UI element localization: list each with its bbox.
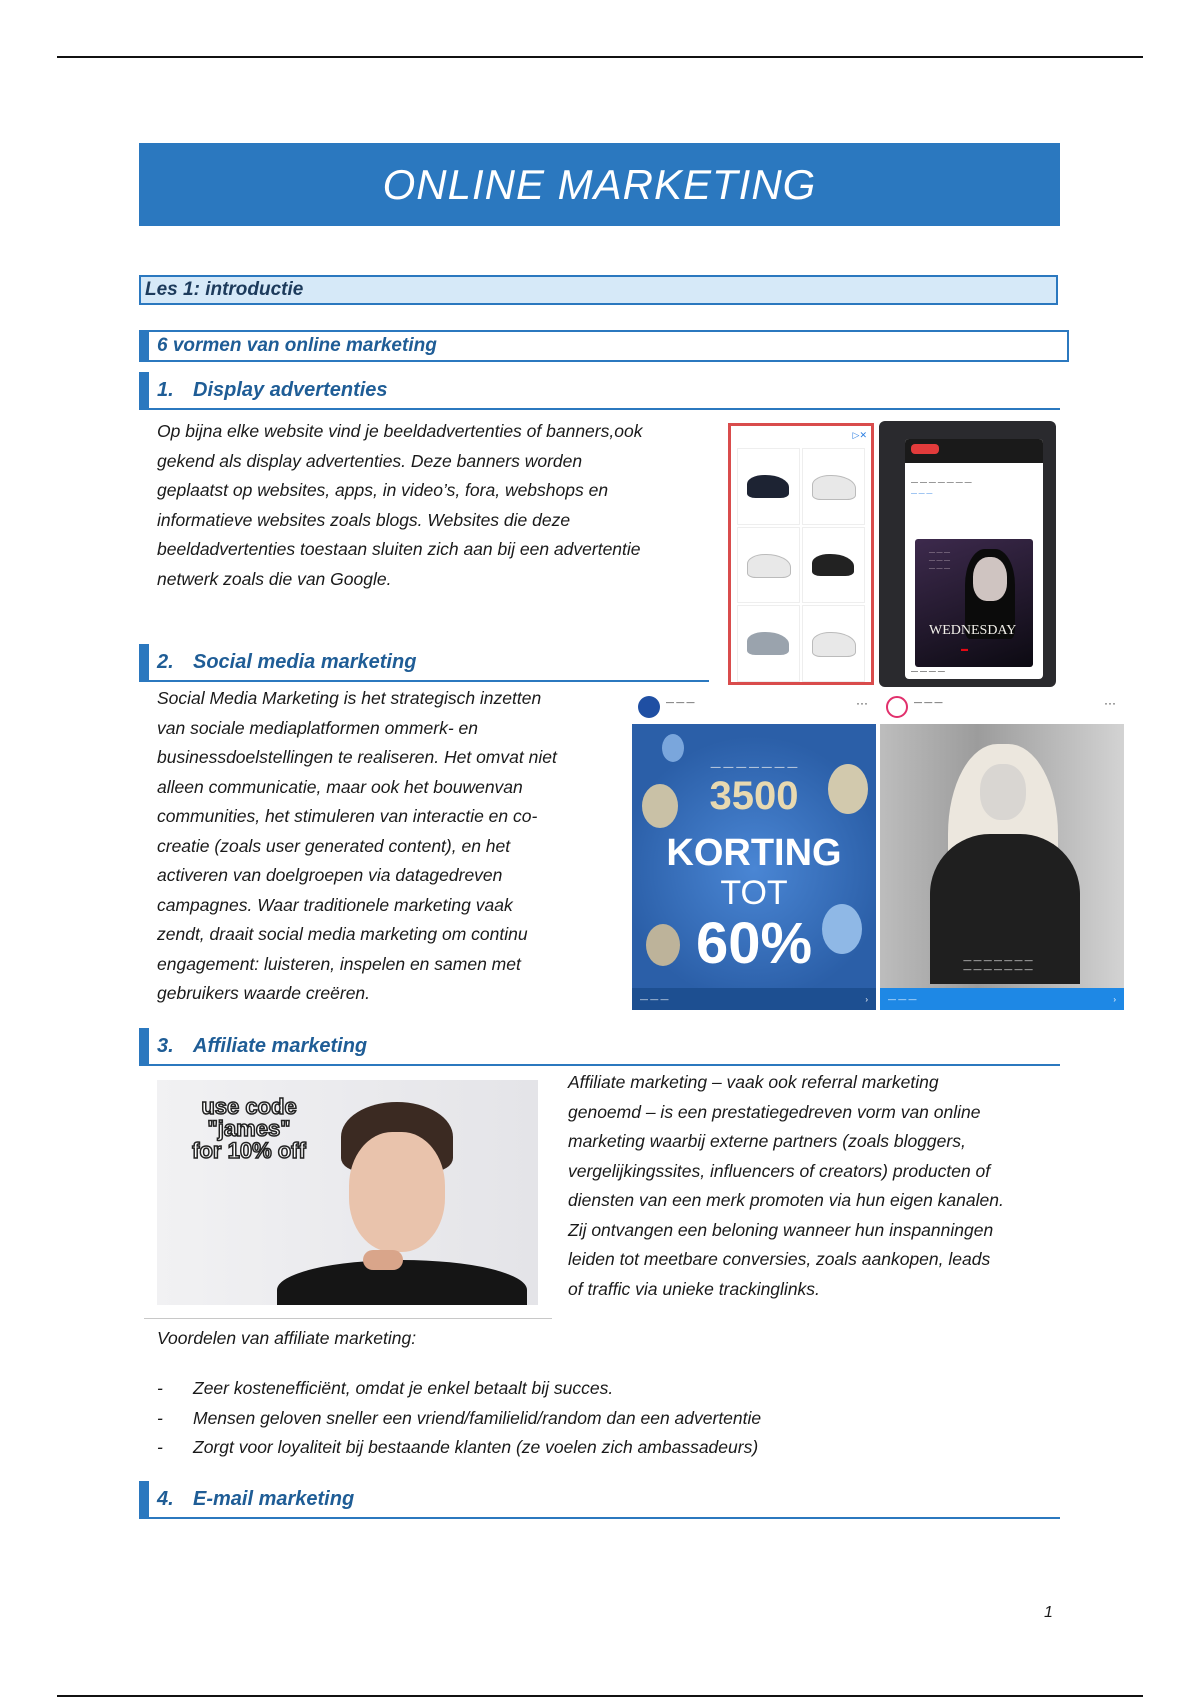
lesson-heading bbox=[139, 275, 1058, 305]
caption-line: for 10% off bbox=[192, 1138, 306, 1163]
heading-text: Display advertenties bbox=[193, 378, 388, 401]
heading-number: 2. bbox=[157, 650, 174, 673]
wednesday-poster: — — — — — — — — — WEDNESDAY ▬ bbox=[915, 539, 1033, 667]
section-heading bbox=[139, 330, 1069, 362]
text-line: engagement: luisteren, inspelen en samen met bbox=[157, 953, 521, 974]
list-item-text: Zeer kostenefficiënt, omdat je enkel betaalt bij succes. bbox=[193, 1378, 614, 1398]
heading-text: E-mail marketing bbox=[193, 1487, 355, 1510]
text-line: informatieve websites zoals blogs. Websites die deze bbox=[157, 509, 571, 530]
list-item-text: Zorgt voor loyaliteit bij bestaande klanten (ze voelen zich ambassadeurs) bbox=[193, 1437, 759, 1457]
text-line: creatie (zoals user generated content), en het bbox=[157, 835, 511, 856]
image-divider bbox=[144, 1318, 552, 1319]
bottom-rule bbox=[57, 1695, 1143, 1697]
caption-line: use code "james" bbox=[201, 1094, 297, 1141]
text-line: beeldadvertenties toestaan sluiten zich aan bij een advertentie bbox=[157, 539, 641, 559]
text-line: communities, het stimuleren van interactie en co- bbox=[157, 806, 538, 826]
text-line: gebruikers waarde creëren. bbox=[157, 983, 371, 1003]
text-line: businessdoelstellingen te realiseren. Het omvat niet bbox=[157, 747, 557, 767]
text-line: of traffic via unieke trackinglinks. bbox=[568, 1278, 820, 1299]
text-line: Zij ontvangen een beloning wanneer hun inspanningen bbox=[568, 1219, 994, 1240]
paragraph-affiliate bbox=[568, 1068, 1004, 1304]
paragraph-display bbox=[157, 417, 642, 594]
advantages-list bbox=[157, 1374, 761, 1463]
promo-line-1: KORTING bbox=[666, 832, 842, 874]
list-item: - Mensen geloven sneller een vriend/familielid/random dan een advertentie bbox=[157, 1407, 762, 1428]
list-item: - Zeer kostenefficiënt, omdat je enkel betaalt bij succes. bbox=[157, 1378, 614, 1398]
instagram-promo-post-image: — — — ··· — — — — — — — 3500 KORTING TOT 60% — — — › bbox=[632, 690, 876, 1010]
influencer-video-image bbox=[157, 1080, 538, 1305]
promo-number: 3500 bbox=[709, 774, 799, 818]
text-line: Social Media Marketing is het strategisch inzetten bbox=[157, 688, 542, 708]
text-line: leiden tot meetbare conversies, zoals aankopen, leads bbox=[568, 1249, 991, 1269]
instagram-fashion-post-image: — — — ··· — — — — — — — — — — — — — — — — — › bbox=[880, 690, 1124, 1010]
avatar bbox=[638, 696, 660, 718]
top-rule bbox=[57, 56, 1143, 58]
paragraph-social bbox=[157, 684, 557, 1009]
heading-number: 4. bbox=[157, 1487, 174, 1510]
heading-number: 3. bbox=[157, 1034, 174, 1057]
heading-text: Social media marketing bbox=[193, 650, 417, 673]
text-line: vergelijkingssites, influencers of creators) producten of bbox=[568, 1160, 991, 1181]
document-title-banner bbox=[139, 143, 1060, 226]
list-item-text: Mensen geloven sneller een vriend/familielid/random dan een advertentie bbox=[193, 1407, 762, 1428]
text-line: campagnes. Waar traditionele marketing vaak bbox=[157, 894, 513, 915]
promo-line-3: 60% bbox=[695, 911, 813, 976]
lesson-title: Les 1: introductie bbox=[145, 279, 304, 300]
heading-display-advertenties bbox=[139, 372, 1060, 410]
text-line: Affiliate marketing – vaak ook referral marketing bbox=[568, 1072, 939, 1092]
advantages-label: Voordelen van affiliate marketing: bbox=[157, 1328, 417, 1348]
document-title: ONLINE MARKETING bbox=[382, 160, 817, 208]
shoe-banner-ad-image bbox=[728, 423, 874, 685]
heading-social-media-marketing bbox=[139, 644, 709, 682]
video-caption bbox=[159, 1096, 339, 1162]
more-icon: ··· bbox=[856, 696, 868, 710]
chevron-right-icon: › bbox=[865, 994, 868, 1004]
text-line: netwerk zoals die van Google. bbox=[157, 568, 392, 589]
promo-line-2: TOT bbox=[720, 874, 788, 912]
avatar bbox=[886, 696, 908, 718]
text-line: geplaatst op websites, apps, in video’s, fora, webshops en bbox=[157, 480, 609, 500]
ad-choices-icon: ▷✕ bbox=[852, 430, 867, 440]
netflix-logo: ▬ bbox=[961, 646, 968, 653]
text-line: gekend als display advertenties. Deze banners worden bbox=[157, 450, 583, 471]
text-line: zendt, draait social media marketing om continu bbox=[157, 924, 528, 944]
heading-number: 1. bbox=[157, 378, 174, 401]
heading-affiliate-marketing bbox=[139, 1028, 1060, 1066]
section-title: 6 vormen van online marketing bbox=[157, 335, 437, 356]
phone-ad-screenshot-image: — — — — — — — — — — — — — — — — — — — WEDNESDAY ▬ — — — — bbox=[879, 421, 1056, 687]
text-line: genoemd – is een prestatiegedreven vorm van online bbox=[568, 1101, 981, 1122]
text-line: marketing waarbij externe partners (zoals bloggers, bbox=[568, 1131, 966, 1151]
list-item: - Zorgt voor loyaliteit bij bestaande klanten (ze voelen zich ambassadeurs) bbox=[157, 1437, 759, 1457]
page-number: 1 bbox=[1044, 1604, 1053, 1621]
more-icon: ··· bbox=[1104, 696, 1116, 710]
text-line: van sociale mediaplatformen ommerk- en bbox=[157, 717, 478, 738]
heading-text: Affiliate marketing bbox=[193, 1034, 368, 1057]
text-line: activeren van doelgroepen via datagedreven bbox=[157, 865, 503, 885]
text-line: diensten van een merk promoten via hun eigen kanalen. bbox=[568, 1190, 1004, 1210]
poster-title: WEDNESDAY bbox=[929, 623, 1017, 638]
heading-email-marketing bbox=[139, 1481, 1060, 1519]
text-line: alleen communicatie, maar ook het bouwenvan bbox=[157, 776, 523, 797]
chevron-right-icon: › bbox=[1113, 994, 1116, 1004]
text-line: Op bijna elke website vind je beeldadvertenties of banners,ook bbox=[157, 421, 643, 441]
